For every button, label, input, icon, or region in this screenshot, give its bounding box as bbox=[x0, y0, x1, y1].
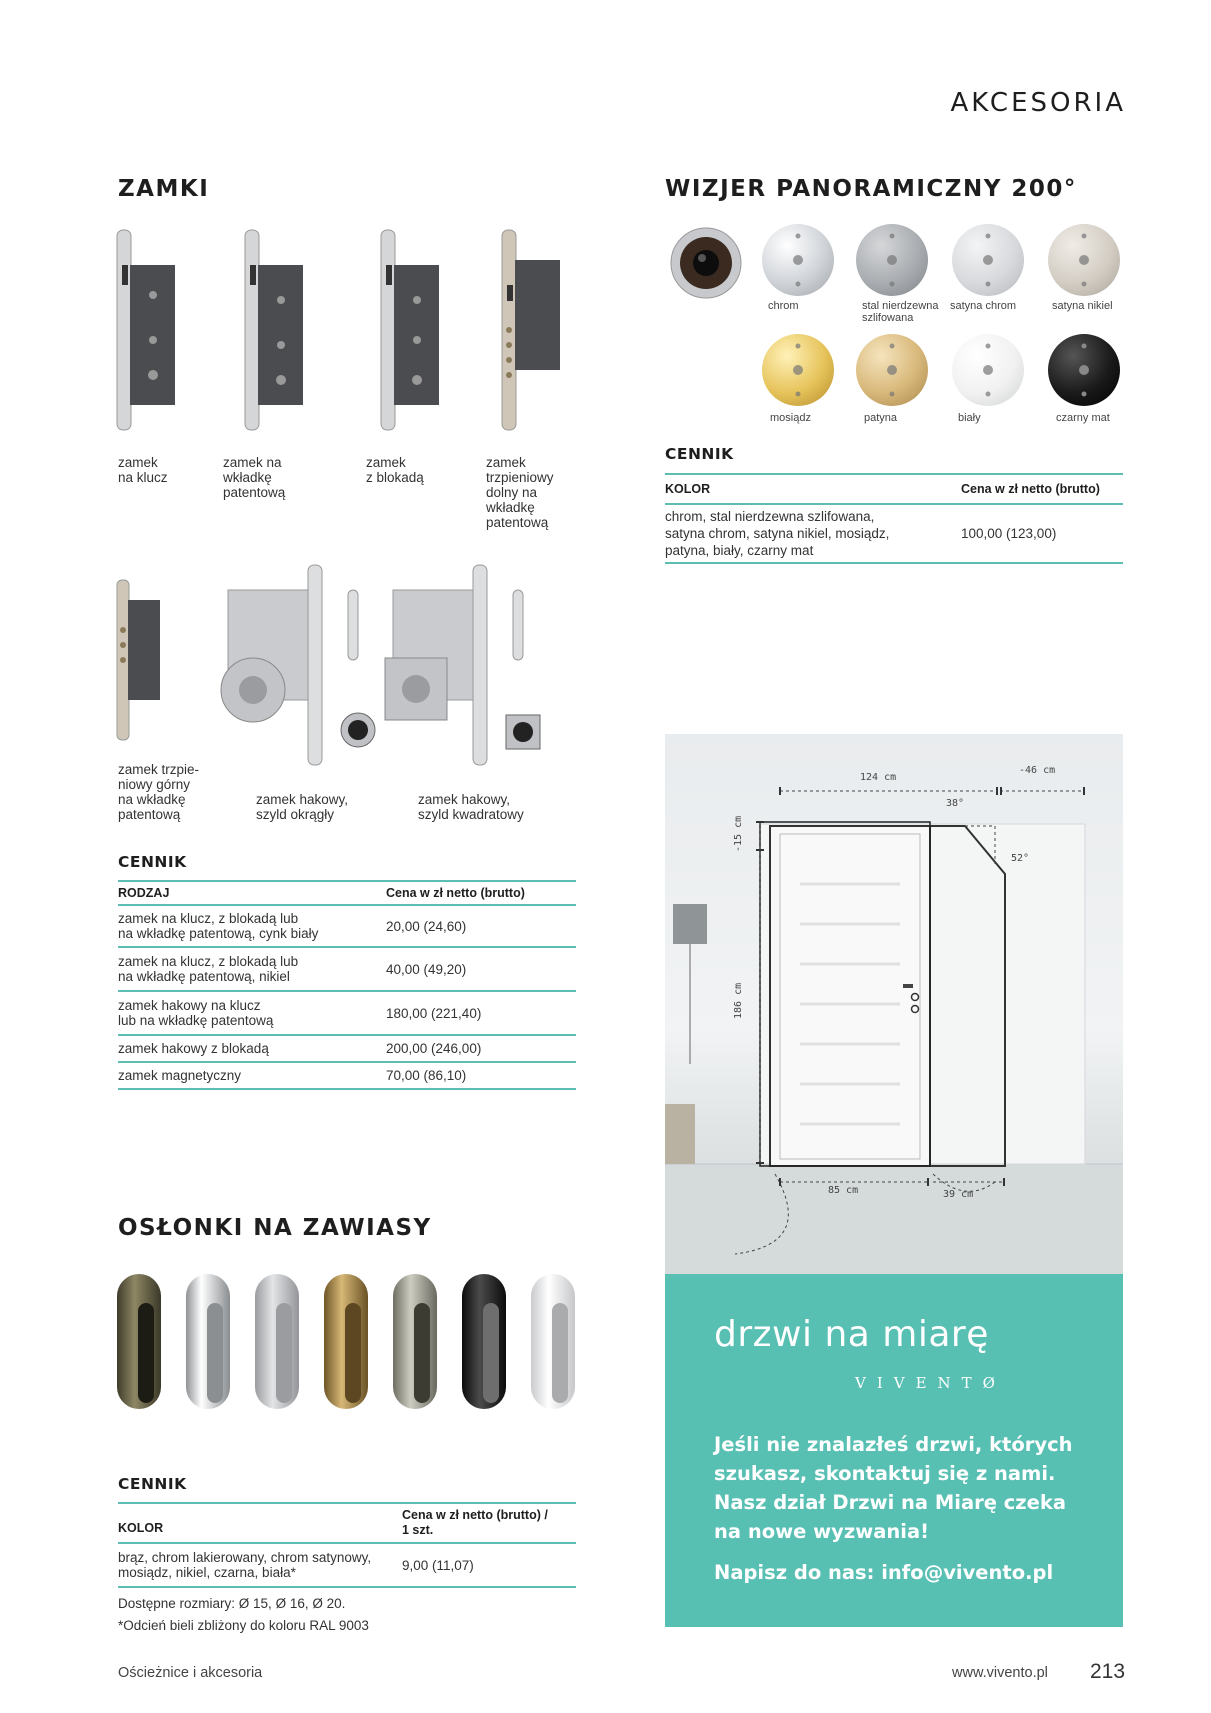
table-row bbox=[118, 991, 576, 1035]
lock-block-image bbox=[381, 230, 439, 430]
peephole-price-table bbox=[665, 473, 1123, 564]
hinges-sizes-note: Dostępne rozmiary: Ø 15, Ø 16, Ø 20. bbox=[118, 1596, 346, 1611]
table-row bbox=[665, 504, 1123, 563]
lock-hook-round-image bbox=[221, 565, 375, 765]
dim-width-bottom: 85 cm bbox=[828, 1185, 859, 1196]
hinge-price: 9,00 (11,07) bbox=[402, 1543, 576, 1587]
swatch-label: chrom bbox=[768, 300, 799, 312]
hinge-cover-black bbox=[462, 1274, 506, 1409]
locks-images-row1 bbox=[108, 225, 578, 435]
column-header: KOLOR bbox=[665, 474, 961, 504]
promo-logo-prefix: drzwi na bbox=[714, 1314, 883, 1355]
hinge-cover-bronze bbox=[117, 1274, 161, 1409]
table-row bbox=[118, 1543, 576, 1587]
lock-pin-top-image bbox=[117, 580, 160, 740]
hinge-cover-chrome bbox=[186, 1274, 230, 1409]
door-diagram bbox=[665, 734, 1123, 1274]
dim-angle-1: 38° bbox=[946, 798, 965, 809]
promo-text: Jeśli nie znalazłeś drzwi, których szukasz, skontaktuj się z nami. Nasz dział Drzwi na Miarę czeka na nowe wyzwania! bbox=[714, 1433, 1073, 1543]
lock-price: 200,00 (246,00) bbox=[386, 1035, 576, 1062]
lock-type: zamek na klucz, z blokadą lub na wkładkę patentową, nikiel bbox=[118, 947, 386, 991]
lock-type: zamek hakowy z blokadą bbox=[118, 1035, 386, 1062]
promo-logo-word: miarę bbox=[882, 1314, 989, 1355]
peephole-price: 100,00 (123,00) bbox=[961, 504, 1123, 563]
column-header: Cena w zł netto (brutto) bbox=[961, 474, 1123, 504]
hinge-colors: brąz, chrom lakierowany, chrom satynowy, mosiądz, nikiel, czarna, biała* bbox=[118, 1543, 402, 1587]
lock-price: 40,00 (49,20) bbox=[386, 947, 576, 991]
swatch-label: patyna bbox=[864, 412, 898, 424]
lock-price: 180,00 (221,40) bbox=[386, 991, 576, 1035]
hinge-cover-white bbox=[531, 1274, 575, 1409]
lock-caption: zamek z blokadą bbox=[366, 455, 424, 485]
lock-type: zamek magnetyczny bbox=[118, 1062, 386, 1089]
column-header: KOLOR bbox=[118, 1503, 402, 1543]
peephole-image bbox=[668, 225, 744, 301]
lock-key-image bbox=[117, 230, 175, 430]
column-header: RODZAJ bbox=[118, 881, 386, 905]
swatch-label: stal nierdzewna szlifowana bbox=[862, 300, 939, 324]
lock-caption: zamek na wkładkę patentową bbox=[223, 455, 286, 500]
locks-title: ZAMKI bbox=[118, 176, 210, 202]
hinge-cover-nickel bbox=[393, 1274, 437, 1409]
dim-width-top: 124 cm bbox=[860, 772, 897, 783]
lock-caption: zamek trzpieniowy dolny na wkładkę patentową bbox=[486, 455, 554, 530]
dim-angle-2: 52° bbox=[1011, 853, 1030, 864]
footer-section-name: Ościeżnice i akcesoria bbox=[118, 1665, 263, 1681]
swatch-label: mosiądz bbox=[770, 412, 811, 424]
column-header: Cena w zł netto (brutto) / 1 szt. bbox=[402, 1503, 576, 1543]
table-row bbox=[118, 1035, 576, 1062]
dim-side-bottom: 39 cm bbox=[943, 1189, 974, 1200]
dim-height: 186 cm bbox=[733, 982, 744, 1019]
lock-caption: zamek hakowy, szyld okrągły bbox=[256, 792, 349, 822]
lock-caption: zamek trzpie- niowy górny na wkładkę patentową bbox=[118, 762, 200, 822]
swatch-label: czarny mat bbox=[1056, 412, 1110, 424]
table-row bbox=[118, 1062, 576, 1089]
lock-cylinder-image bbox=[245, 230, 303, 430]
hinges-cennik-heading: CENNIK bbox=[118, 1475, 187, 1493]
page-title: AKCESORIA bbox=[950, 88, 1126, 118]
peephole-colors: chrom, stal nierdzewna szlifowana, satyna chrom, satyna nikiel, mosiądz, patyna, biały, czarny mat bbox=[665, 504, 961, 563]
lock-type: zamek hakowy na klucz lub na wkładkę patentową bbox=[118, 991, 386, 1035]
hinge-covers-images bbox=[112, 1268, 582, 1418]
peephole-cennik-heading: CENNIK bbox=[665, 445, 734, 463]
lock-price: 20,00 (24,60) bbox=[386, 905, 576, 947]
hinge-cover-chrome-satin bbox=[255, 1274, 299, 1409]
footer-website[interactable]: www.vivento.pl bbox=[952, 1665, 1048, 1681]
custom-doors-promo bbox=[665, 1274, 1123, 1627]
swatch-label: satyna chrom bbox=[950, 300, 1017, 312]
promo-contact[interactable]: Napisz do nas: info@vivento.pl bbox=[714, 1561, 1054, 1584]
swatch-label: satyna nikiel bbox=[1052, 300, 1113, 312]
lock-caption: zamek na klucz bbox=[118, 455, 168, 485]
hinges-title: OSŁONKI NA ZAWIASY bbox=[118, 1215, 432, 1241]
promo-brand: VIVENTØ bbox=[855, 1374, 1006, 1392]
lock-price: 70,00 (86,10) bbox=[386, 1062, 576, 1089]
hinge-cover-brass bbox=[324, 1274, 368, 1409]
locks-cennik-heading: CENNIK bbox=[118, 853, 187, 871]
lock-type: zamek na klucz, z blokadą lub na wkładkę patentową, cynk biały bbox=[118, 905, 386, 947]
promo-logo bbox=[714, 1314, 989, 1355]
lock-caption: zamek hakowy, szyld kwadratowy bbox=[418, 792, 524, 822]
dim-left-top: -15 cm bbox=[733, 815, 744, 852]
locks-images-row2 bbox=[108, 560, 578, 770]
swatch-hole-marks bbox=[762, 224, 1122, 406]
table-row bbox=[118, 905, 576, 947]
page-number: 213 bbox=[1090, 1660, 1126, 1683]
peephole-title: WIZJER PANORAMICZNY 200° bbox=[665, 176, 1077, 202]
table-row bbox=[118, 947, 576, 991]
locks-price-table bbox=[118, 880, 576, 1090]
dim-offset-top: -46 cm bbox=[1019, 765, 1056, 776]
hinges-white-note: *Odcień bieli zbliżony do koloru RAL 9003 bbox=[118, 1618, 369, 1633]
hinges-price-table bbox=[118, 1502, 576, 1588]
lock-pin-bottom-image bbox=[502, 230, 560, 430]
swatch-label: biały bbox=[958, 412, 981, 424]
lock-hook-square-image bbox=[385, 565, 540, 765]
column-header: Cena w zł netto (brutto) bbox=[386, 881, 576, 905]
